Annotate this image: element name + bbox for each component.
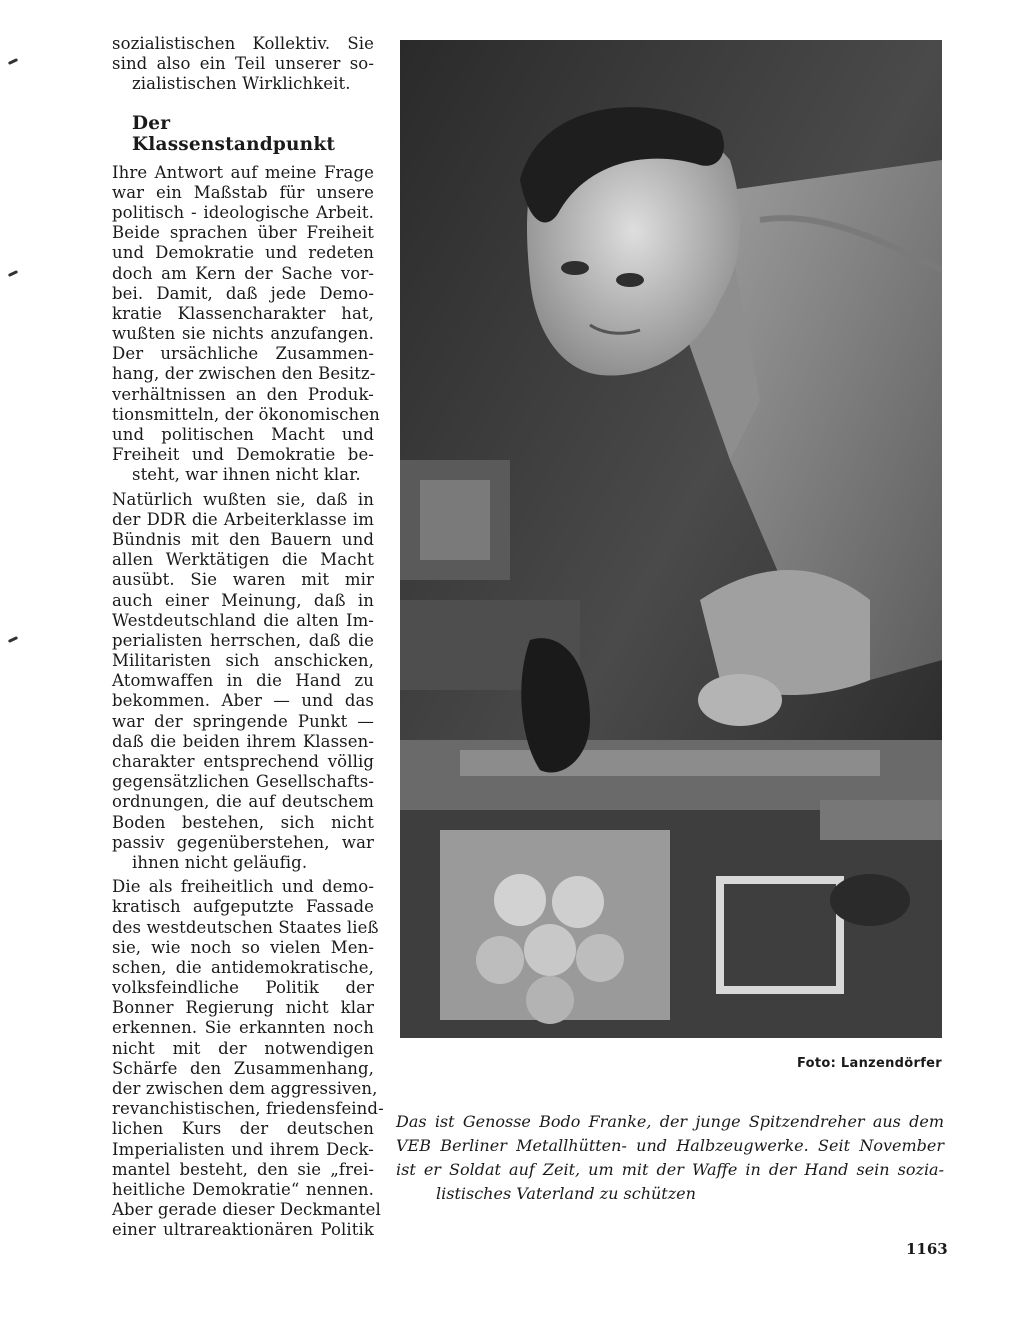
text-line: Freiheit und Demokratie be- [112,445,374,465]
text-line: heitliche Demokratie“ nennen. [112,1179,374,1199]
text-line: kratie Klassencharakter hat, [112,303,374,323]
text-line: lichen Kurs der deutschen [112,1119,374,1139]
margin-mark [8,270,18,277]
text-line: Die als freiheitlich und demo- [112,877,374,897]
text-line: volksfeindliche Politik der [112,978,374,998]
text-line: war der springende Punkt — [112,711,374,731]
photo-illustration [400,40,942,1038]
margin-mark [8,58,18,65]
text-line: verhältnissen an den Produk- [112,384,374,404]
text-line: Imperialisten und ihrem Deck- [112,1139,374,1159]
text-line: sie, wie noch so vielen Men- [112,937,374,957]
photo-credit: Foto: Lanzendörfer [796,1056,942,1071]
text-line: Atomwaffen in die Hand zu [112,671,374,691]
text-line: sozialistischen Kollektiv. Sie [112,34,374,53]
text-line: ausübt. Sie waren mit mir [112,570,374,590]
photo-machinist-at-lathe [400,40,942,1038]
text-line: Aber gerade dieser Deckmantel [112,1200,381,1220]
text-line: Ihre Antwort auf meine Frage [112,162,374,182]
text-line: hang, der zwischen den Besitz- [112,364,376,384]
text-line: Schärfe den Zusammenhang, [112,1058,374,1078]
text-line: doch am Kern der Sache vor- [112,263,374,283]
text-line: des westdeutschen Staates ließ [112,917,379,937]
text-line: Westdeutschland die alten Im- [112,610,374,630]
text-line: Boden bestehen, sich nicht [112,812,374,832]
margin-mark [8,636,18,643]
caption-line: listisches Vaterland zu schützen [436,1184,696,1203]
text-line: Beide sprachen über Freiheit [112,223,374,243]
text-line: Der ursächliche Zusammen- [112,344,374,364]
text-line: ihnen nicht geläufig. [132,852,308,872]
text-line: und Demokratie und redeten [112,243,374,263]
text-line: ordnungen, die auf deutschem [112,792,374,812]
text-line: politisch - ideologische Arbeit. [112,202,374,222]
text-line: einer ultrareaktionären Politik [112,1220,374,1240]
text-line: zialistischen Wirklichkeit. [132,74,351,94]
text-line: erkennen. Sie erkannten noch [112,1018,374,1038]
text-line: war ein Maßstab für unsere [112,182,374,202]
paragraph-2 [112,490,374,874]
paragraph-1 [112,162,380,486]
text-line: sind also ein Teil unserer so- [112,54,374,74]
text-line: kratisch aufgeputzte Fassade [112,897,374,917]
page-number: 1163 [906,1240,948,1258]
paragraph-3 [112,877,384,1240]
photo-caption [396,1110,944,1206]
text-line: nicht mit der notwendigen [112,1038,374,1058]
text-line: bekommen. Aber — und das [112,691,374,711]
text-line: allen Werktätigen die Macht [112,550,374,570]
text-line: mantel besteht, den sie „frei- [112,1159,374,1179]
text-line: perialisten herrschen, daß die [112,630,374,650]
text-line: gegensätzlichen Gesellschafts- [112,772,374,792]
text-line: der DDR die Arbeiterklasse im [112,509,374,529]
intro-paragraph [112,34,374,95]
text-line: passiv gegenüberstehen, war [112,832,374,852]
text-line: und politischen Macht und [112,425,374,444]
text-line: Bonner Regierung nicht klar [112,998,374,1018]
text-line: wußten sie nichts anzufangen. [112,324,374,344]
text-line: Bündnis mit den Bauern und [112,529,374,549]
article-column [112,34,384,1245]
text-line: Natürlich wußten sie, daß in [112,489,374,509]
caption-line: VEB Berliner Metallhütten- und Halbzeugwerke. Seit November [396,1136,944,1155]
text-line: revanchistischen, friedensfeind- [112,1099,384,1119]
text-line: steht, war ihnen nicht klar. [132,465,361,485]
text-line: tionsmitteln, der ökonomischen [112,404,380,424]
text-line: der zwischen dem aggressiven, [112,1079,378,1098]
text-line: daß die beiden ihrem Klassen- [112,731,374,751]
caption-line: ist er Soldat auf Zeit, um mit der Waffe in der Hand sein sozia- [396,1160,944,1179]
text-line: Militaristen sich anschicken, [112,651,374,671]
text-line: charakter entsprechend völlig [112,752,374,771]
text-line: bei. Damit, daß jede Demo- [112,283,374,303]
text-line: schen, die antidemokratische, [112,957,374,977]
section-heading: Der Klassenstandpunkt [132,112,336,155]
caption-line: Das ist Genosse Bodo Franke, der junge Spitzendreher aus dem [396,1112,944,1131]
text-line: auch einer Meinung, daß in [112,590,374,610]
